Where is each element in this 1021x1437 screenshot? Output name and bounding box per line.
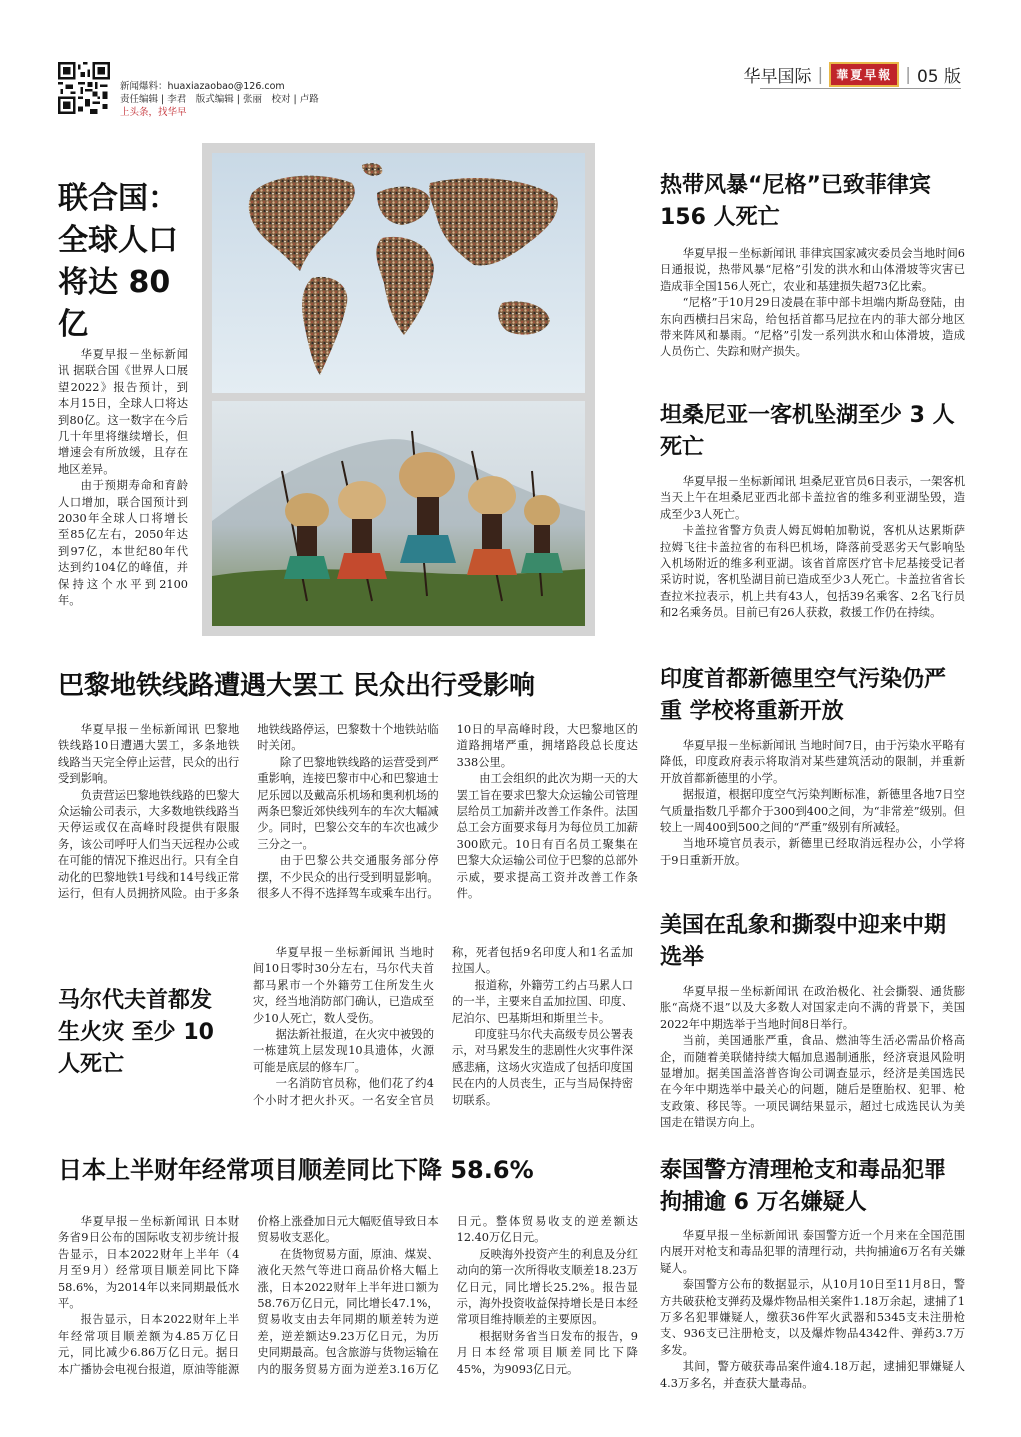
headline-nalgae: 热带风暴“尼格”已致菲律宾 156 人死亡 [660, 173, 931, 230]
paragraph: 卡盖拉省警方负责人姆瓦姆帕加勒说，客机从达累斯萨拉姆飞往卡盖拉省的布科巴机场，降落前受恶劣天气影响坠入机场附近的维多利亚湖。该省首席医疗官卡尼基接受记者采访时说，客机坠湖目前已造成至少3人死亡。卡盖拉省省长查拉米拉表示，机上共有43人，包括39名乘客、2名飞行员和2名乘务员。目前已有26人获救，救援工作仍在持续。 [660, 524, 965, 620]
article-tanzania [660, 474, 965, 622]
paragraph: 泰国警方公布的数据显示，从10月10日至11月8日，警方共破获枪支弹药及爆炸物品相关案件1.18万余起，逮捕了1万多名犯罪嫌疑人，缴获36件军火武器和5345支未注册枪支、936支已注册枪支，以及爆炸物品4342件、弹药3.7万多发。 [660, 1278, 965, 1357]
staff-line: 责任编辑 | 李君 版式编辑 | 张丽 校对 | 卢路 [120, 94, 319, 105]
photo-frame [202, 143, 595, 636]
paragraph: “尼格”于10月29日凌晨在菲中部卡坦端内斯岛登陆，由东向西横扫吕宋岛，给包括首都马尼拉在内的菲大部分地区带来阵风和暴雨。“尼格”引发一系列洪水和山体滑坡，造成人员伤亡、失踪和财产损失。 [660, 296, 965, 359]
headline-delhi: 印度首都新德里空气污染仍严重 学校将重新开放 [660, 667, 947, 724]
paragraph: 华夏早报－坐标新闻讯 当地时间7日，由于污染水平略有降低，印度政府表示将取消对某些建筑活动的限制，并重新开放首都新德里的小学。 [660, 739, 965, 785]
paragraph: 华夏早报－坐标新闻讯 巴黎地铁线路10日遭遇大罢工，多条地铁线路当天完全停止运营，民众的出行受到影响。 [58, 723, 240, 786]
headline-usa: 美国在乱象和撕裂中迎来中期选举 [660, 913, 947, 970]
paragraph: 报道称，外籍劳工约占马累人口的一半，主要来自孟加拉国、印度、尼泊尔、巴基斯坦和斯里兰卡。 [452, 978, 633, 1025]
headline-thailand: 泰国警方清理枪支和毒品犯罪拘捕逾 6 万名嫌疑人 [660, 1158, 947, 1215]
paragraph: 据法新社报道，在火灾中被毁的一栋建筑上层发现10具遗体，火源可能是底层的修车厂。 [253, 1028, 434, 1074]
paragraph: 由于预期寿命和育龄人口增加，联合国预计到2030年全球人口将增长至85亿左右，2050年达到97亿，本世纪80年代达到约104亿的峰值，并保持这个水平到2100年。 [58, 479, 188, 608]
paragraph: 华夏早报－坐标新闻讯 坦桑尼亚官员6日表示，一架客机当天上午在坦桑尼亚西北部卡盖拉省的维多利亚湖坠毁，造成至少3人死亡。 [660, 475, 965, 521]
paragraph: 报告显示，日本2022财年上半年经常项目顺差额为4.85万亿日元，同比减少6.86万亿日元。据日本广播协会电视台报道，原油等能源价格上涨叠加日元大幅贬值导致日本贸易收支恶化。 [58, 1215, 439, 1376]
paragraph: 华夏早报－坐标新闻讯 当地时间10日零时30分左右，马尔代夫首都马累市一个外籍劳工住所发生火灾，经当地消防部门确认，已造成至少10人死亡，数人受伤。 [253, 946, 434, 1025]
world-map-photo [212, 153, 585, 393]
paragraph: 印度驻马尔代夫高级专员公署表示，对马累发生的悲剧性火灾事件深感悲痛，这场火灾造成了包括印度国民在内的人员丧生，正与当局保持密切联系。 [452, 1028, 633, 1107]
dancers-photo [212, 401, 585, 626]
paragraph: 反映海外投资产生的利息及分红动向的第一次所得收支顺差18.23万亿日元，同比增长25.2%。报告显示，海外投资收益保持增长是日本经常项目维持顺差的主要原因。 [456, 1247, 638, 1327]
section-name: 华早国际 [743, 67, 812, 87]
article-usa [660, 984, 965, 1132]
paragraph: 华夏早报－坐标新闻讯 日本财务省9日公布的国际收支初步统计报告显示，日本2022财年上半年（4月至9月）经常项目顺差同比下降58.6%，为2014年以来同期最低水平。 [58, 1215, 240, 1311]
newspaper-logo: 華夏早報 [829, 62, 899, 87]
paragraph: 一名消防官员称，他们花了约4个小时才把火扑灭。一名安全官员称，死者包括9名印度人和1名孟加拉国人。 [253, 946, 633, 1107]
paragraph: 除了巴黎地铁线路的运营受到严重影响，连接巴黎市中心和巴黎迪士尼乐园以及戴高乐机场和奥利机场的两条巴黎近郊快线列车的车次大幅减少。同时，巴黎公交车的车次也减少三分之一。 [257, 755, 439, 851]
paragraph: 根据财务省当日发布的报告，9月日本经常项目顺差同比下降45%，为9093亿日元。 [456, 1329, 638, 1376]
article-nalgae [660, 246, 965, 361]
paragraph: 华夏早报－坐标新闻讯 在政治极化、社会撕裂、通货膨胀“高烧不退”以及大多数人对国家走向不满的背景下，美国2022年中期选举于当地时间8日举行。 [660, 985, 965, 1031]
paragraph: 华夏早报－坐标新闻讯 据联合国《世界人口展望2022》报告预计，到本月15日，全球人口将达到80亿。这一数字在今后几十年里将继续增长，但增速会有所放缓，且存在地区差异。 [58, 348, 188, 476]
headline-maldives: 马尔代夫首都发生火灾 至少 10 人死亡 [58, 988, 214, 1077]
headline-tanzania: 坦桑尼亚一客机坠湖至少 3 人死亡 [660, 403, 955, 460]
paragraph: 在货物贸易方面，原油、煤炭、液化天然气等进口商品价格大幅上涨，日本2022财年上半年进口额为58.76万亿日元，同比增长47.1%，贸易收支由去年同期的顺差转为逆差，逆差额达9.23万亿日元，为历史同期最高。包含旅游与货物运输在内的服务贸易方面为逆差3.16万亿日元。整体贸易收支的逆差额达12.40万亿日元。 [257, 1215, 638, 1376]
page-header: 华早国际 | 華夏早報 | 05 版 [743, 62, 961, 87]
paragraph: 由工会组织的此次为期一天的大罢工旨在要求巴黎大众运输公司管理层给员工加薪并改善工作条件。法国总工会方面要求每月为每位员工加薪300欧元。10日有百名员工聚集在巴黎大众运输公司位于巴黎的总部外示威，要求提高工资并改善工作条件。 [456, 772, 638, 901]
headline-japan: 日本上半财年经常项目顺差同比下降 58.6% [58, 1156, 534, 1184]
page-number: 05 版 [916, 67, 961, 87]
paragraph: 当前，美国通胀严重，食品、燃油等生活必需品价格高企，而随着美联储持续大幅加息遏制通胀，经济衰退风险明显增加。据美国盖洛普咨询公司调查显示，经济是美国选民在今年中期选举中最关心的问题，随后是堕胎权、犯罪、枪支政策、移民等。一项民调结果显示，超过七成选民认为美国走在错误方向上。 [660, 1034, 965, 1130]
article-thailand [660, 1228, 965, 1392]
qr-code [58, 62, 110, 114]
paragraph: 其间，警方破获毒品案件逾4.18万起，逮捕犯罪嫌疑人4.3万多名，并查获大量毒品。 [660, 1360, 965, 1390]
article-paris [58, 722, 638, 918]
slogan: 上头条，找华早 [120, 107, 187, 118]
paragraph: 华夏早报－坐标新闻讯 泰国警方近一个月来在全国范围内展开对枪支和毒品犯罪的清理行动，共拘捕逾6万名有关嫌疑人。 [660, 1229, 965, 1275]
header-rule [760, 88, 961, 89]
headline-population: 联合国：全球人口将达 80 亿 [58, 181, 178, 342]
paragraph: 负责营运巴黎地铁线路的巴黎大众运输公司表示，大多数地铁线路当天停运或仅在高峰时段提供有限服务，该公司呼吁人们当天远程办公或在可能的情况下推迟出行。只有全自动化的巴黎地铁1号线和14号线正常运行，但有人员拥挤风险。由于多条地铁线路停运，巴黎数十个地铁站临时关闭。 [58, 723, 439, 901]
email-line: 新闻爆料：huaxiazaobao@126.com [120, 81, 285, 92]
article-japan [58, 1214, 638, 1394]
article-population [58, 347, 188, 610]
article-delhi [660, 738, 965, 869]
headline-paris: 巴黎地铁线路遭遇大罢工 民众出行受影响 [58, 671, 536, 701]
paragraph: 据报道，根据印度空气污染判断标准，新德里各地7日空气质量指数几乎都介于300到400之间，为“非常差”级别。但较上一周400到500之间的“严重”级别有所减轻。 [660, 788, 965, 835]
paragraph: 华夏早报－坐标新闻讯 菲律宾国家减灾委员会当地时间6日通报说，热带风暴“尼格”引发的洪水和山体滑坡等灾害已造成菲全国156人死亡，农业和基建损失超73亿比索。 [660, 247, 965, 293]
contact-info [120, 80, 319, 119]
article-maldives [253, 945, 633, 1121]
paragraph: 由于巴黎公共交通服务部分停摆，不少民众的出行受到明显影响。很多人不得不选择驾车或乘车出行。10日的早高峰时段，大巴黎地区的道路拥堵严重，拥堵路段总长度达338公里。 [257, 723, 638, 901]
paragraph: 当地环境官员表示，新德里已经取消远程办公，小学将于9日重新开放。 [660, 837, 965, 867]
